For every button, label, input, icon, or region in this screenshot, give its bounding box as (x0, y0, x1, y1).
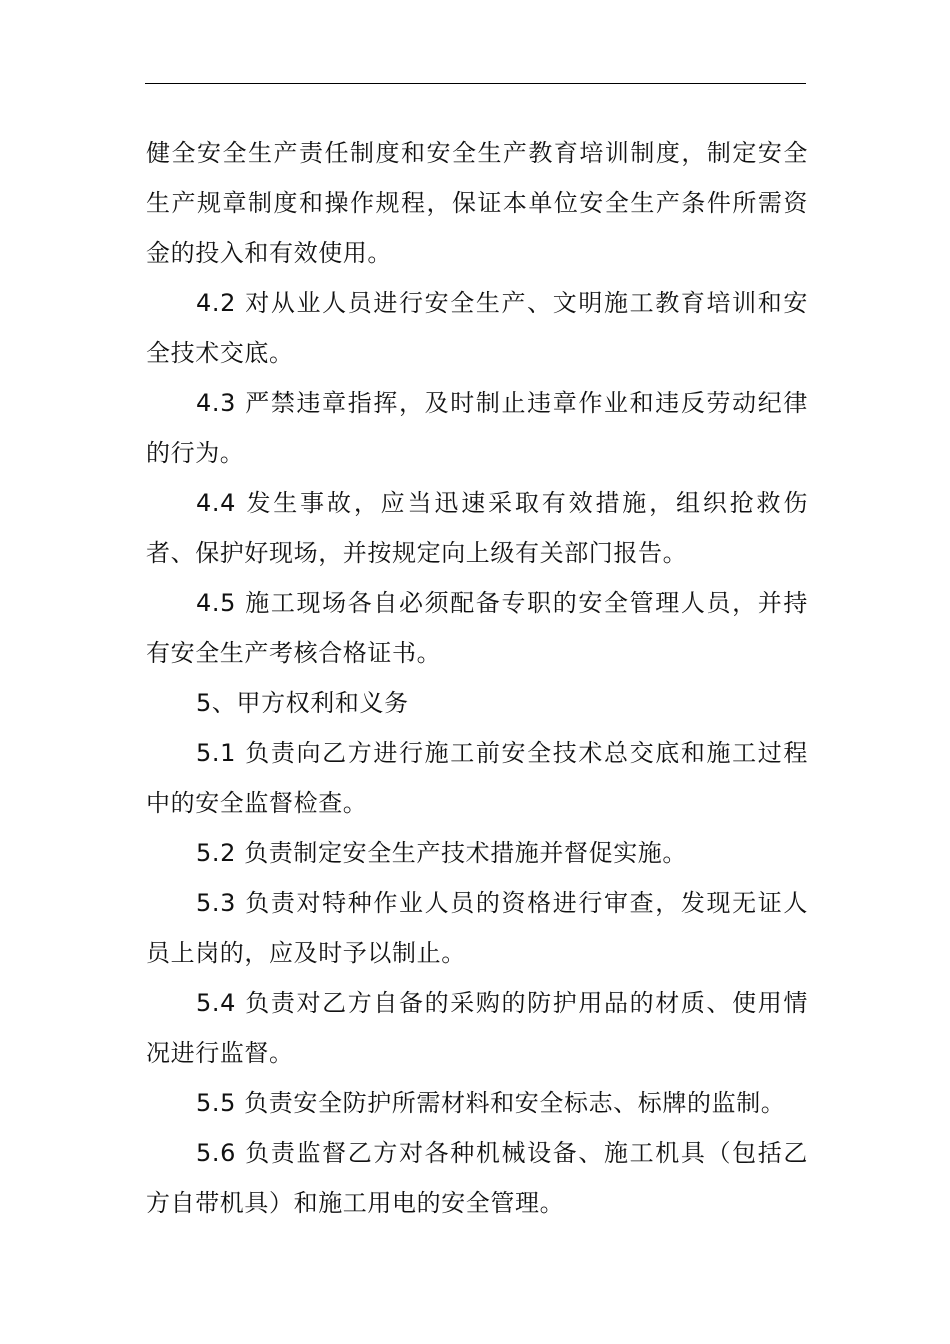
paragraph-4-2: 4.2 对从业人员进行安全生产、文明施工教育培训和安全技术交底。 (146, 289, 808, 367)
paragraph-5-5: 5.5 负责安全防护所需材料和安全标志、标牌的监制。 (196, 1089, 786, 1117)
section-heading-5: 5、甲方权利和义务 (196, 689, 409, 717)
paragraph-5-3: 5.3 负责对特种作业人员的资格进行审查，发现无证人员上岗的，应及时予以制止。 (146, 889, 808, 967)
paragraph-5-1: 5.1 负责向乙方进行施工前安全技术总交底和施工过程中的安全监督检查。 (146, 739, 808, 817)
paragraph-5-4: 5.4 负责对乙方自备的采购的防护用品的材质、使用情况进行监督。 (146, 989, 808, 1067)
paragraph-5-2: 5.2 负责制定安全生产技术措施并督促实施。 (196, 839, 687, 867)
paragraph-4-4: 4.4 发生事故，应当迅速采取有效措施，组织抢救伤者、保护好现场，并按规定向上级有关部门报告。 (146, 489, 808, 567)
paragraph-5-6: 5.6 负责监督乙方对各种机械设备、施工机具（包括乙方自带机具）和施工用电的安全管理。 (146, 1139, 808, 1217)
paragraph-4-5: 4.5 施工现场各自必须配备专职的安全管理人员，并持有安全生产考核合格证书。 (146, 589, 808, 667)
document-body (146, 128, 808, 1228)
paragraph-safety-system-continued: 健全安全生产责任制度和安全生产教育培训制度，制定安全生产规章制度和操作规程，保证本单位安全生产条件所需资金的投入和有效使用。 (146, 139, 808, 267)
paragraph-4-3: 4.3 严禁违章指挥，及时制止违章作业和违反劳动纪律的行为。 (146, 389, 808, 467)
header-rule (145, 83, 806, 84)
